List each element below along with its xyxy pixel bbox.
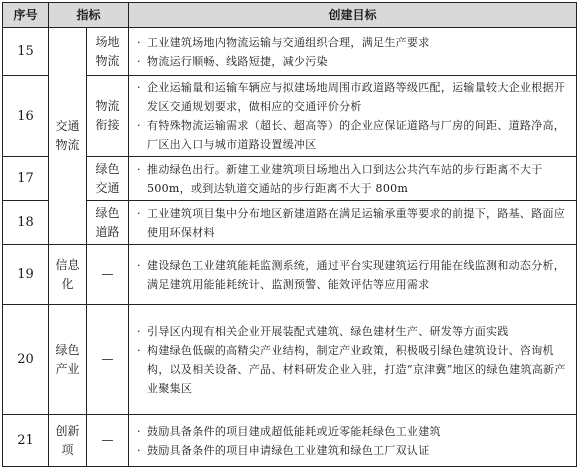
category-cell xyxy=(49,305,87,415)
row-number: 16 xyxy=(3,76,49,157)
subcategory-cell: — xyxy=(87,245,129,305)
goal-text: 工业建筑场地内物流运输与交通组织合理，满足生产要求 xyxy=(147,35,430,49)
goal-text: 企业运输量和运输车辆应与拟建场地周围市政道路等级匹配，运输量较大企业根据开发区交通规划要求，做相应的交通评价分析 xyxy=(147,81,566,113)
table-row xyxy=(3,415,577,467)
goal-text: 鼓励具备条件的项目申请绿色工业建筑和绿色工厂双认证 xyxy=(147,443,430,457)
goal-text: 建设绿色工业建筑能耗监测系统，通过平台实现建筑运行用能在线监测和动态分析，满足建筑用能能耗统计、监测预警、能效评估等应用需求 xyxy=(147,258,566,291)
subcategory-label: 绿色交通 xyxy=(95,161,120,195)
category-label: 创新项 xyxy=(55,423,80,457)
goal-item xyxy=(137,422,570,441)
goal-cell xyxy=(129,201,577,245)
subcategory-label: 绿色道路 xyxy=(95,205,120,239)
goal-text: 构建绿色低碳的高精尖产业结构，制定产业政策，积极吸引绿色建筑设计、咨询机构，以及相关设备、产品、材料研发企业入驻，打造“京津冀”地区的绿色建筑高新产业聚集区 xyxy=(147,343,566,395)
row-number: 19 xyxy=(3,245,49,305)
subcategory-cell: — xyxy=(87,415,129,467)
goal-item xyxy=(137,204,570,242)
header-row xyxy=(3,3,577,28)
bullet-mark: · xyxy=(137,81,141,94)
goal-item xyxy=(137,33,570,52)
table-row xyxy=(3,201,577,245)
table-row xyxy=(3,28,577,76)
header-indicator: 指标 xyxy=(49,3,129,28)
goal-text: 引导区内现有相关企业开展装配式建筑、绿色建材生产、研发等方面实践 xyxy=(147,324,509,338)
category-label: 绿色产业 xyxy=(55,342,80,376)
subcategory-cell xyxy=(87,76,129,157)
category-cell xyxy=(49,415,87,467)
subcategory-label: 物流衔接 xyxy=(95,99,120,132)
row-number: 21 xyxy=(3,415,49,467)
category-label: 信息化 xyxy=(55,257,80,291)
goal-text: 鼓励具备条件的项目建成超低能耗或近零能耗绿色工业建筑 xyxy=(147,424,441,438)
goal-text: 物流运行顺畅、线路短捷，减少污染 xyxy=(147,54,328,68)
goal-text: 推动绿色出行。新建工业建筑项目场地出入口到达公共汽车站的步行距离不大于 500m，或到达轨道交通站的步行距离不大于 800m xyxy=(147,162,543,195)
table-row xyxy=(3,76,577,157)
goal-cell xyxy=(129,305,577,415)
bullet-mark: · xyxy=(137,343,141,357)
goal-cell xyxy=(129,76,577,157)
bullet-mark: · xyxy=(137,119,141,132)
goal-item xyxy=(137,256,570,294)
category-traffic: 交通物流 xyxy=(55,119,80,152)
goal-cell xyxy=(129,157,577,201)
goals-table xyxy=(2,2,577,467)
header-goal: 创建目标 xyxy=(129,3,577,28)
goal-text: 有特殊物流运输需求（超长、超高等）的企业应保证道路与厂房的间距、道路净高，厂区出入口与城市道路设置缓冲区 xyxy=(147,119,566,151)
subcategory-cell xyxy=(87,201,129,245)
subcategory-label: 场地物流 xyxy=(95,34,120,68)
bullet-mark: · xyxy=(137,424,141,438)
bullet-mark: · xyxy=(137,443,141,457)
goal-item xyxy=(137,116,570,154)
goal-cell xyxy=(129,245,577,305)
bullet-mark: · xyxy=(137,206,141,220)
goal-text: 工业建筑项目集中分布地区新建道路在满足运输承重等要求的前提下，路基、路面应使用环保材料 xyxy=(147,206,566,239)
row-number: 17 xyxy=(3,157,49,201)
goal-cell xyxy=(129,28,577,76)
goal-item xyxy=(137,341,570,398)
goal-item xyxy=(137,78,570,116)
bullet-mark: · xyxy=(137,162,141,176)
subcategory-cell xyxy=(87,157,129,201)
header-seq: 序号 xyxy=(3,3,49,28)
goal-cell xyxy=(129,415,577,467)
table-row xyxy=(3,245,577,305)
category-cell xyxy=(49,28,87,245)
goal-item xyxy=(137,322,570,341)
subcategory-cell: — xyxy=(87,305,129,415)
subcategory-cell xyxy=(87,28,129,76)
row-number: 20 xyxy=(3,305,49,415)
bullet-mark: · xyxy=(137,258,141,272)
row-number: 15 xyxy=(3,28,49,76)
category-cell xyxy=(49,245,87,305)
goal-item xyxy=(137,52,570,71)
table-row xyxy=(3,305,577,415)
goal-item xyxy=(137,160,570,198)
bullet-mark: · xyxy=(137,54,141,68)
bullet-mark: · xyxy=(137,35,141,49)
row-number: 18 xyxy=(3,201,49,245)
table-row xyxy=(3,157,577,201)
bullet-mark: · xyxy=(137,324,141,338)
goal-item xyxy=(137,441,570,460)
